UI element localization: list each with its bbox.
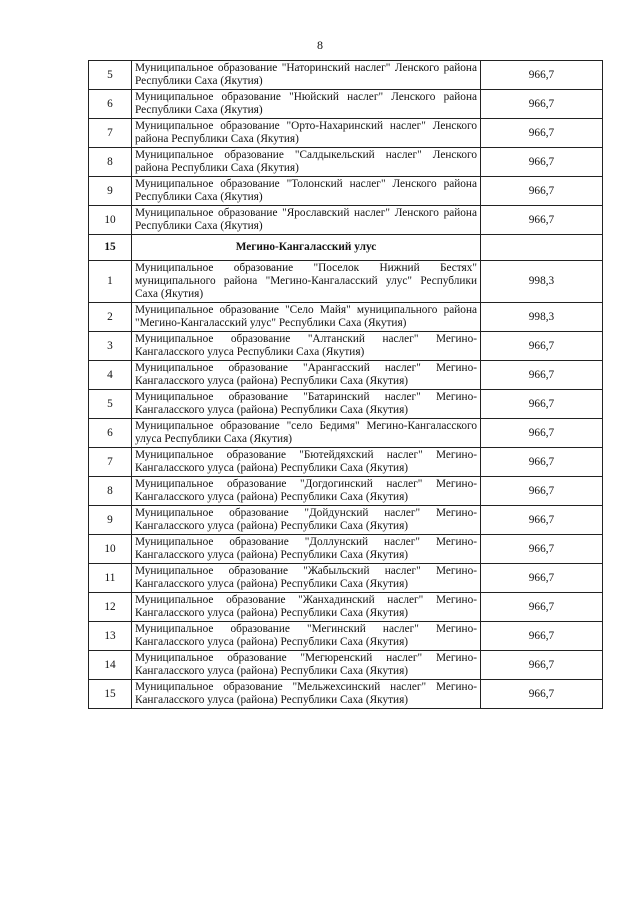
municipality-name-cell: Муниципальное образование "Жабыльский наслег" Мегино-Кангаласского улуса (района) Республики Саха (Якутия) [132, 564, 481, 593]
row-number-cell: 8 [89, 148, 132, 177]
municipality-name-cell: Муниципальное образование "Алтанский наслег" Мегино-Кангаласского улуса Республики Саха (Якутия) [132, 332, 481, 361]
table-row [89, 448, 603, 477]
section-header-row [89, 235, 603, 261]
row-number-cell: 7 [89, 448, 132, 477]
table-row [89, 419, 603, 448]
row-number-cell: 5 [89, 390, 132, 419]
municipality-name-cell: Муниципальное образование "Поселок Нижний Бестях" муниципального района "Мегино-Кангаласский улус" Республики Саха (Якутия) [132, 261, 481, 303]
municipality-name-cell: Муниципальное образование "Догдогинский наслег" Мегино-Кангаласского улуса (района) Республики Саха (Якутия) [132, 477, 481, 506]
amount-cell: 966,7 [481, 419, 603, 448]
table-row [89, 680, 603, 709]
row-number-cell: 6 [89, 419, 132, 448]
row-number-cell: 7 [89, 119, 132, 148]
section-number-cell: 15 [89, 235, 132, 261]
municipality-name-cell: Муниципальное образование "Нюйский наслег" Ленского района Республики Саха (Якутия) [132, 90, 481, 119]
municipality-name-cell: Муниципальное образование "Мегинский наслег" Мегино-Кангаласского улуса (района) Республики Саха (Якутия) [132, 622, 481, 651]
amount-cell: 966,7 [481, 593, 603, 622]
amount-cell: 998,3 [481, 261, 603, 303]
table-row [89, 535, 603, 564]
municipality-name-cell: Муниципальное образование "Орто-Нахаринский наслег" Ленского района Республики Саха (Якутия) [132, 119, 481, 148]
amount-cell: 966,7 [481, 361, 603, 390]
municipality-name-cell: Муниципальное образование "Ярославский наслег" Ленского района Республики Саха (Якутия) [132, 206, 481, 235]
amount-cell: 966,7 [481, 680, 603, 709]
municipality-name-cell: Муниципальное образование "Толонский наслег" Ленского района Республики Саха (Якутия) [132, 177, 481, 206]
municipality-name-cell: Муниципальное образование "Бютейдяхский наслег" Мегино-Кангаласского улуса (района) Республики Саха (Якутия) [132, 448, 481, 477]
section-value-cell [481, 235, 603, 261]
table-row [89, 506, 603, 535]
row-number-cell: 12 [89, 593, 132, 622]
municipality-name-cell: Муниципальное образование "Мельжехсинский наслег" Мегино-Кангаласского улуса (района) Республики Саха (Якутия) [132, 680, 481, 709]
table-row [89, 361, 603, 390]
page-number: 8 [317, 38, 323, 52]
row-number-cell: 3 [89, 332, 132, 361]
table-row [89, 90, 603, 119]
amount-cell: 966,7 [481, 332, 603, 361]
municipality-name-cell: Муниципальное образование "Наторинский наслег" Ленского района Республики Саха (Якутия) [132, 61, 481, 90]
row-number-cell: 9 [89, 177, 132, 206]
table-row [89, 148, 603, 177]
municipality-name-cell: Муниципальное образование "Батаринский наслег" Мегино-Кангаласского улуса (района) Республики Саха (Якутия) [132, 390, 481, 419]
row-number-cell: 8 [89, 477, 132, 506]
amount-cell: 998,3 [481, 303, 603, 332]
amount-cell: 966,7 [481, 651, 603, 680]
row-number-cell: 11 [89, 564, 132, 593]
row-number-cell: 10 [89, 535, 132, 564]
amount-cell: 966,7 [481, 61, 603, 90]
amount-cell: 966,7 [481, 90, 603, 119]
table-row [89, 119, 603, 148]
row-number-cell: 6 [89, 90, 132, 119]
table-row [89, 622, 603, 651]
municipality-name-cell: Муниципальное образование "Село Майя" муниципального района "Мегино-Кангаласский улус" Республики Саха (Якутия) [132, 303, 481, 332]
municipality-name-cell: Муниципальное образование "Дойдунский наслег" Мегино-Кангаласского улуса (района) Республики Саха (Якутия) [132, 506, 481, 535]
section-title-cell: Мегино-Кангаласский улус [132, 235, 481, 261]
row-number-cell: 1 [89, 261, 132, 303]
amount-cell: 966,7 [481, 564, 603, 593]
municipality-name-cell: Муниципальное образование "село Бедимя" Мегино-Кангаласского улуса Республики Саха (Якутия) [132, 419, 481, 448]
table-row [89, 177, 603, 206]
amount-cell: 966,7 [481, 177, 603, 206]
table-row [89, 261, 603, 303]
row-number-cell: 9 [89, 506, 132, 535]
allocation-table [88, 60, 603, 709]
table-row [89, 564, 603, 593]
row-number-cell: 14 [89, 651, 132, 680]
municipality-name-cell: Муниципальное образование "Жанхадинский наслег" Мегино-Кангаласского улуса (района) Республики Саха (Якутия) [132, 593, 481, 622]
amount-cell: 966,7 [481, 506, 603, 535]
table-row [89, 303, 603, 332]
amount-cell: 966,7 [481, 622, 603, 651]
municipality-name-cell: Муниципальное образование "Арангасский наслег" Мегино-Кангаласского улуса (района) Республики Саха (Якутия) [132, 361, 481, 390]
table-row [89, 390, 603, 419]
amount-cell: 966,7 [481, 206, 603, 235]
amount-cell: 966,7 [481, 390, 603, 419]
table-row [89, 206, 603, 235]
amount-cell: 966,7 [481, 119, 603, 148]
row-number-cell: 13 [89, 622, 132, 651]
amount-cell: 966,7 [481, 477, 603, 506]
row-number-cell: 15 [89, 680, 132, 709]
row-number-cell: 5 [89, 61, 132, 90]
table-row [89, 332, 603, 361]
amount-cell: 966,7 [481, 148, 603, 177]
amount-cell: 966,7 [481, 448, 603, 477]
row-number-cell: 4 [89, 361, 132, 390]
table-row [89, 61, 603, 90]
table-row [89, 593, 603, 622]
table-row [89, 477, 603, 506]
municipality-name-cell: Муниципальное образование "Салдыкельский наслег" Ленского района Республики Саха (Якутия) [132, 148, 481, 177]
municipality-name-cell: Муниципальное образование "Доллунский наслег" Мегино-Кангаласского улуса (района) Республики Саха (Якутия) [132, 535, 481, 564]
table-row [89, 651, 603, 680]
row-number-cell: 2 [89, 303, 132, 332]
amount-cell: 966,7 [481, 535, 603, 564]
row-number-cell: 10 [89, 206, 132, 235]
municipality-name-cell: Муниципальное образование "Мегюренский наслег" Мегино-Кангаласского улуса (района) Республики Саха (Якутия) [132, 651, 481, 680]
